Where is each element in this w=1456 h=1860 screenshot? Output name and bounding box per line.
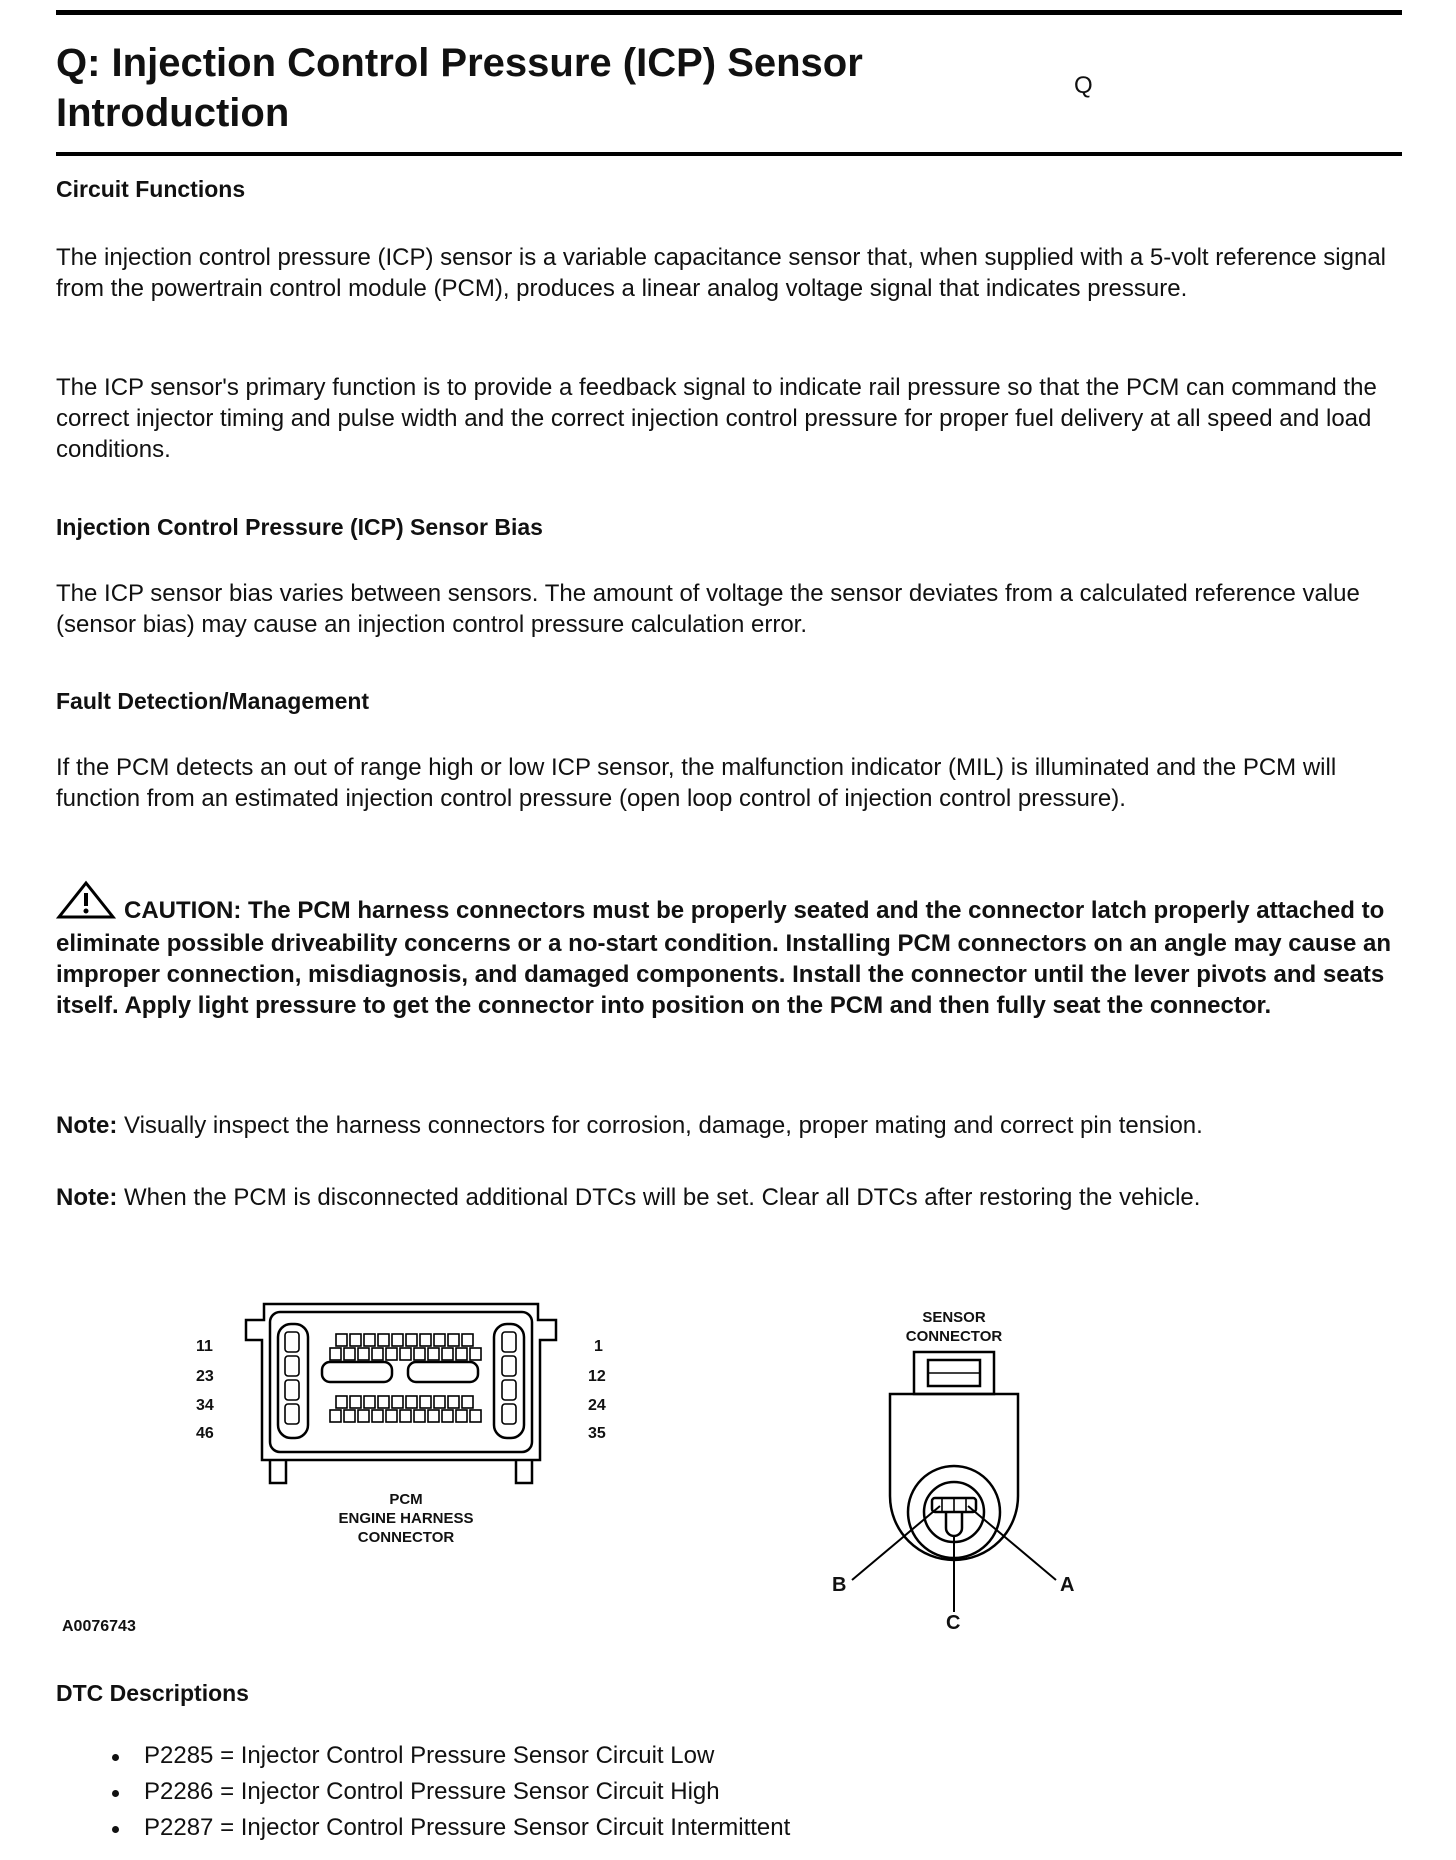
pcm-connector-label: [306, 1490, 506, 1547]
figure-id: A0076743: [62, 1618, 136, 1635]
pcm-pin-label-46: 46: [196, 1425, 214, 1442]
dtc-heading: DTC Descriptions: [56, 1680, 249, 1706]
sensor-label-line-1: SENSOR: [922, 1309, 986, 1326]
pcm-pin-label-23: 23: [196, 1368, 214, 1385]
sensor-bias-paragraph: The ICP sensor bias varies between sensors. The amount of voltage the sensor deviates from a calculated reference value (sensor bias) may cause an injection control pressure calculation error.: [56, 580, 1360, 638]
caution-block: [56, 880, 1402, 1021]
pcm-pin-label-11: 11: [196, 1338, 213, 1355]
pcm-pin-label-1: 1: [594, 1338, 603, 1355]
note-1-text: Visually inspect the harness connectors for corrosion, damage, proper mating and correct pin tension.: [124, 1112, 1203, 1139]
circuit-functions-paragraph-1: The injection control pressure (ICP) sensor is a variable capacitance sensor that, when supplied with a 5-volt reference signal from the powertrain control module (PCM), produces a linear analog voltage signal that indicates pressure.: [56, 244, 1387, 302]
note-2-text: When the PCM is disconnected additional DTCs will be set. Clear all DTCs after restoring the vehicle.: [124, 1184, 1201, 1211]
sensor-connector-drawing: [890, 1352, 1018, 1560]
sensor-label-line-2: CONNECTOR: [905, 1328, 1003, 1345]
dtc-item-p2287: P2287 = Injector Control Pressure Sensor Circuit Intermittent: [56, 1810, 790, 1846]
top-rule: [56, 10, 1402, 15]
sensor-connector-label: [874, 1308, 1034, 1346]
connector-figure: [56, 1290, 1402, 1650]
circuit-functions-paragraph-2: The ICP sensor's primary function is to provide a feedback signal to indicate rail pressure so that the PCM can command the correct injector timing and pulse width and the correct injection control pressure for proper fuel delivery at all speed and load conditions.: [56, 374, 1377, 463]
terminal-label-b: B: [832, 1574, 847, 1596]
caution-text: CAUTION: The PCM harness connectors must be properly seated and the connector latch properly attached to eliminate possible driveability concerns or a no-start condition. Installing PCM connectors on an angle may cause an improper connection, misdiagnosis, and damaged components. Install the connector until the lever pivots and seats itself. Apply light pressure to get the connector into position on the PCM and then fully seat the connector.: [56, 897, 1391, 1019]
terminal-label-c: C: [946, 1612, 961, 1634]
sensor-leader-lines: [852, 1506, 1056, 1612]
warning-triangle-icon: [56, 880, 116, 928]
pcm-pin-label-12: 12: [588, 1368, 606, 1385]
document-page: [56, 0, 1402, 1860]
note-2: [56, 1182, 1402, 1213]
page-title: Q: Injection Control Pressure (ICP) Sensor Introduction: [56, 41, 863, 135]
note-1: [56, 1110, 1402, 1141]
note-2-label: Note:: [56, 1184, 118, 1211]
pcm-pin-cells: [285, 1332, 516, 1424]
dtc-list: [56, 1738, 790, 1846]
pcm-pin-label-34: 34: [196, 1397, 214, 1414]
pcm-label-line-1: PCM: [389, 1491, 423, 1508]
pcm-label-line-3: CONNECTOR: [357, 1529, 455, 1546]
title-marker: Q: [1074, 72, 1093, 99]
dtc-item-p2286: P2286 = Injector Control Pressure Sensor Circuit High: [56, 1774, 790, 1810]
note-1-label: Note:: [56, 1112, 118, 1139]
pcm-connector-drawing: [246, 1304, 556, 1483]
dtc-item-p2285: P2285 = Injector Control Pressure Sensor Circuit Low: [56, 1738, 790, 1774]
title-rule: [56, 152, 1402, 156]
circuit-functions-heading: Circuit Functions: [56, 176, 246, 202]
fault-detection-heading: Fault Detection/Management: [56, 688, 370, 714]
sensor-bias-heading: Injection Control Pressure (ICP) Sensor Bias: [56, 514, 543, 540]
fault-detection-paragraph: If the PCM detects an out of range high or low ICP sensor, the malfunction indicator (MIL) is illuminated and the PCM will function from an estimated injection control pressure (open loop control of injection control pressure).: [56, 754, 1337, 812]
connector-drawing: [56, 1290, 1402, 1650]
terminal-label-a: A: [1060, 1574, 1075, 1596]
pcm-label-line-2: ENGINE HARNESS: [338, 1510, 474, 1527]
pcm-pin-label-35: 35: [588, 1425, 606, 1442]
pcm-pin-label-24: 24: [588, 1397, 606, 1414]
